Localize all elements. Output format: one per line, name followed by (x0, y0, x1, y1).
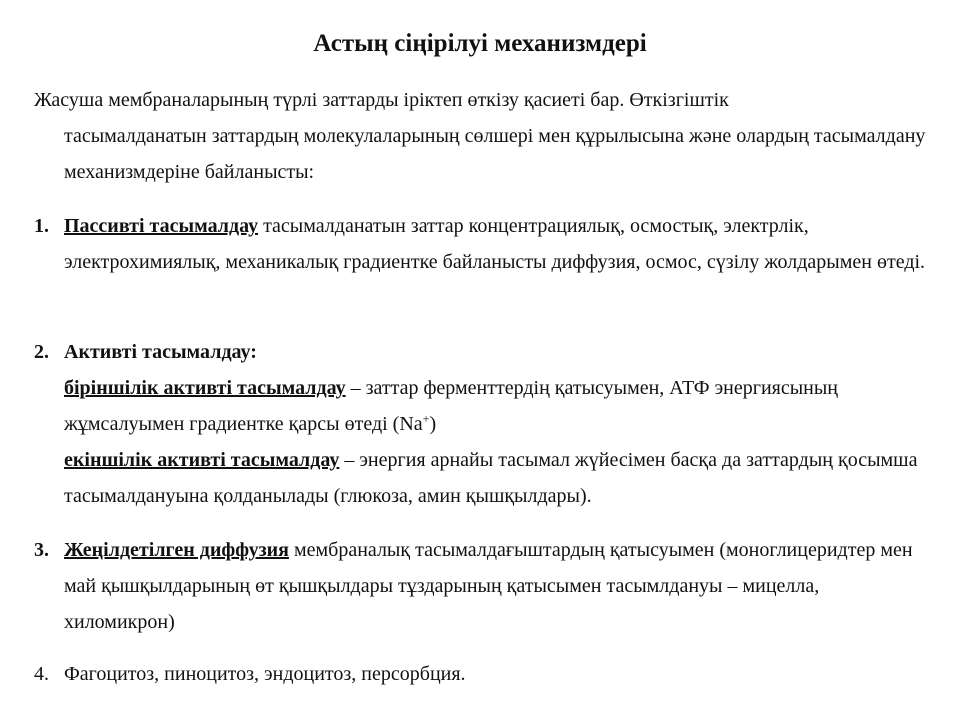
sub-item-text: – энергия арнайы тасымал жүйесімен басқа да заттардың қосымша тасымалдануына қолданылады (глюкоза, амин қышқылдары). (64, 449, 918, 507)
item-body (64, 656, 934, 692)
intro-first-line: Жасуша мембраналарының түрлі заттарды іріктеп өткізу қасиеті бар. Өткізгіштік (34, 89, 729, 111)
sub-item-term: екіншілік активті тасымалдау (64, 449, 340, 471)
item-term: Пассивті тасымалдау (64, 215, 259, 237)
item-term: Активті тасымалдау: (64, 341, 257, 363)
item-term: Жеңілдетілген диффузия (64, 539, 289, 561)
item-text: мембраналық тасымалдағыштардың қатысуымен (моноглицеридтер мен май қышқылдарының өт қышқылдары тұздарының қатысымен тасымлдануы – мицелла, хиломикрон) (64, 539, 913, 633)
slide-title: Астың сіңірілуі механизмдері (313, 30, 647, 57)
item-body (64, 532, 934, 640)
sub-item-primary (64, 370, 934, 442)
item-number: 4. (34, 663, 49, 685)
list-item-active-transport (34, 334, 934, 514)
sub-item-secondary (64, 442, 934, 514)
superscript-plus: + (422, 411, 430, 426)
sub-item-text: – заттар ферменттердің қатысуымен, АТФ энергиясының жұмсалуымен градиентке қарсы өтеді (Na (64, 377, 839, 435)
item-body (64, 208, 934, 280)
item-number: 3. (34, 539, 49, 561)
item-number: 2. (34, 341, 49, 363)
sub-item-term: біріншілік активті тасымалдау (64, 377, 346, 399)
intro-continuation: тасымалданатын заттардың молекулаларының сөлшері мен құрылысына және олардың тасымалдану механизмдеріне байланысты: (64, 125, 926, 183)
item-text: Фагоцитоз, пиноцитоз, эндоцитоз, персорбция. (64, 663, 466, 685)
intro-paragraph (34, 82, 934, 190)
list-item-facilitated-diffusion (34, 532, 934, 640)
list-item-other (34, 656, 934, 692)
sub-item-end: ) (429, 413, 437, 435)
item-body (64, 334, 934, 514)
item-text: тасымалданатын заттар концентрациялық, осмостық, электрлік, электрохимиялық, механикалық градиентке байланысты диффузия, осмос, сүзілу жолдарымен өтеді. (64, 215, 926, 273)
list-item-passive-transport (34, 208, 934, 280)
item-number: 1. (34, 215, 49, 237)
